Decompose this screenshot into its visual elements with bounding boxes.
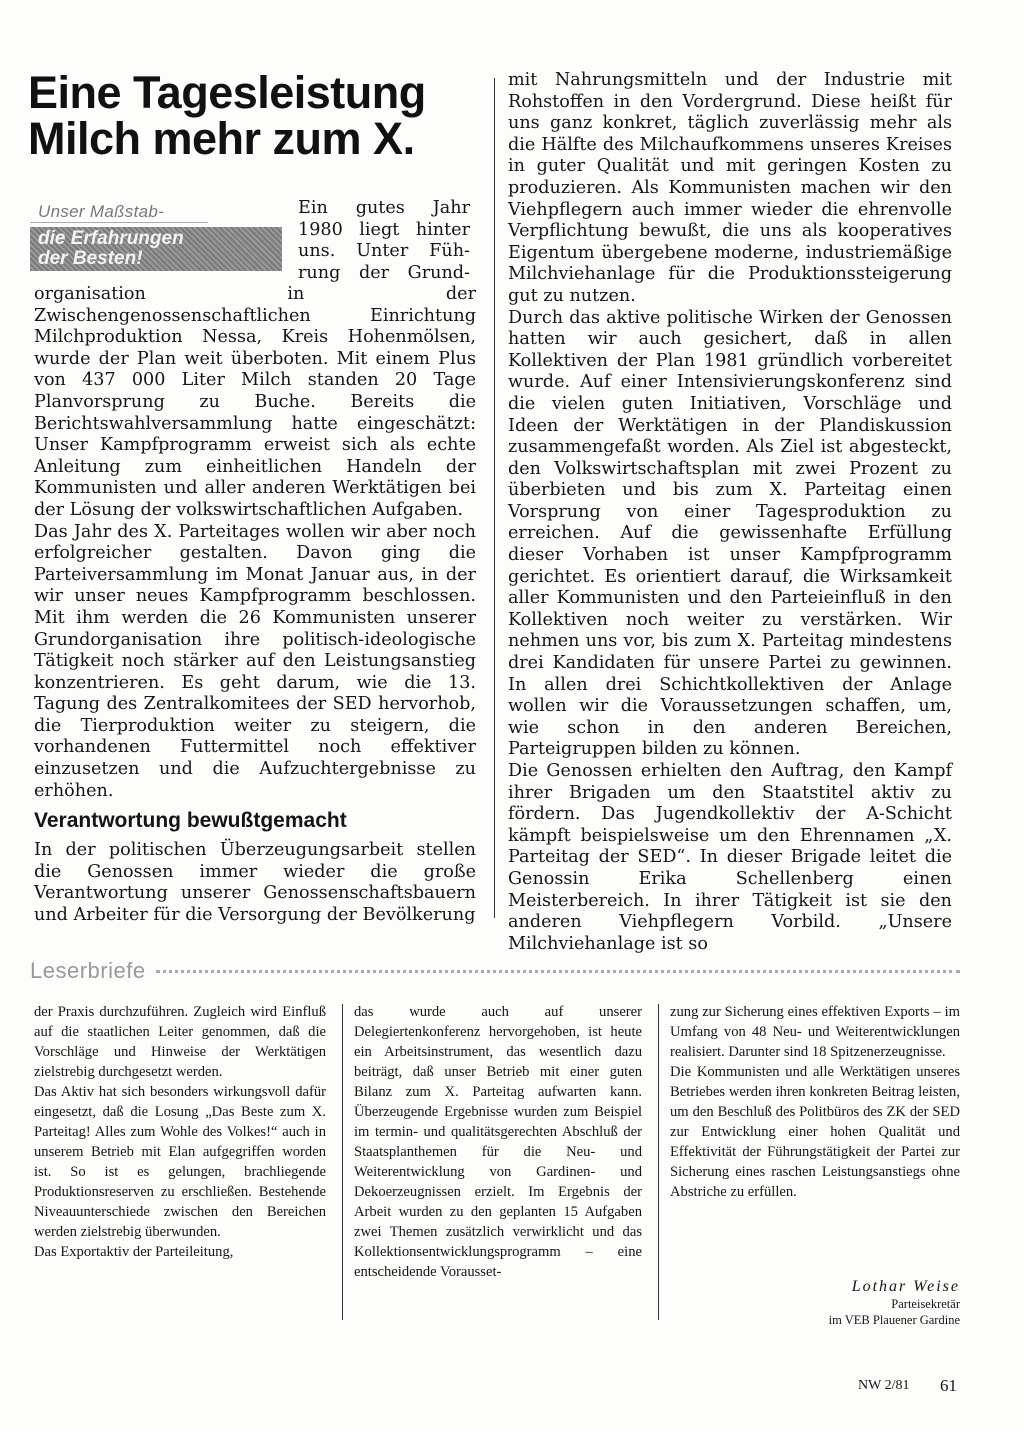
signature-name: Lothar Weise [851, 1278, 960, 1295]
letters-divider-2 [658, 1004, 659, 1320]
signature-role-2: im VEB Plauener Gardine [828, 1313, 960, 1327]
article-paragraph: In der politischen Überzeugungsarbeit stellen die Genossen immer wieder die große Verantwortung unserer Genossenschaftsbauern und Arbeiter für die Versorgung der Bevölkerung [34, 840, 476, 925]
headline-line-2: Milch mehr zum X. [28, 113, 415, 164]
letter-paragraph: das wurde auch auf unserer Delegiertenkonferenz hervorgehoben, ist heute ein Arbeitsinstrument, das wesentlich dazu beiträgt, daß unser Betrieb mit einer guten Bilanz zum X. Parteitag aufwarten kann. Überzeugende Ergebnisse wurden zum Beispiel im termin- und qualitätsgerechten Abschluß der Staatsplanthemen für die Neu- und Weiterentwicklung von Gardinen- und Dekoerzeugnissen erzielt. Im Ergebnis der Arbeit wurden zu den geplanten 15 Aufgaben zwei Themen zusätzlich verwirklicht und das Kollektionsentwicklungsprogramm – eine entscheidende Vorausset- [354, 1004, 642, 1280]
letter-paragraph: Die Kommunisten und alle Werktätigen unseres Betriebes werden ihren konkreten Beitrag leisten, um den Beschluß des Politbüros des ZK der SED zur Entwicklung einer hohen Qualität und Effektivität der Führungstätigkeit der Partei zur Sicherung eines raschen Leistungsanstiegs ohne Abstriche zu erfüllen. [670, 1064, 960, 1200]
stamp-bar [30, 227, 282, 271]
intro-line-2: 1980 liegt hinter [298, 219, 470, 240]
stamp-bar-line-1: die Erfahrungen [38, 228, 184, 249]
column-divider [494, 78, 495, 918]
intro-line-4: rung der Grund- [298, 262, 470, 283]
letters-column-2 [354, 1002, 642, 1282]
article-column-2 [508, 70, 952, 955]
intro-line-1: Ein gutes Jahr [298, 198, 470, 218]
stamp-top-text: Unser Maßstab- [30, 202, 208, 223]
letters-heading: Leserbriefe [30, 958, 146, 983]
article-paragraph: organisation in der Zwischengenossenschaftlichen Einrichtung Milchproduktion Nessa, Kreis Hohenmölsen, wurde der Plan weit überboten. Mit einem Plus von 437 000 Liter Milch standen 20 Tage Planvorsprung zu Buche. Bereits die Berichtswahlversammlung hatte eingeschätzt: Unser Kampfprogramm erweist sich als echte Anleitung zum einheitlichen Handeln der Kommunisten und aller anderen Werktätigen bei der Lösung der volkswirtschaftlichen Aufgaben. [34, 284, 476, 520]
article-paragraph: Das Jahr des X. Parteitages wollen wir aber noch erfolgreicher gestalten. Davon ging die Parteiversammlung im Monat Januar aus, in der wir unser neues Kampfprogramm beschlossen. Mit ihm werden die 26 Kommunisten unserer Grundorganisation ihre politisch-ideologische Tätigkeit noch stärker auf den Leistungsanstieg konzentrieren. Es geht darum, wie die 13. Tagung des Zentralkomitees der SED hervorhob, die Tierproduktion weiter zu steigern, die vorhandenen Futtermittel noch effektiver einzusetzen und die Aufzuchtergebnisse zu erhöhen. [34, 521, 476, 801]
letter-paragraph: zung zur Sicherung eines effektiven Exports – im Umfang von 48 Neu- und Weiterentwicklungen realisiert. Darunter sind 18 Spitzenerzeugnisse. [670, 1004, 960, 1060]
letters-column-1 [34, 1002, 326, 1262]
signature-role-1: Parteisekretär [891, 1297, 960, 1311]
dotted-rule [156, 970, 960, 973]
letters-section-header [30, 956, 960, 986]
article-column-1-continued [34, 840, 476, 926]
page-number: 61 [940, 1376, 957, 1395]
headline-line-1: Eine Tagesleistung [28, 67, 426, 118]
letter-signature [670, 1278, 960, 1328]
letter-paragraph: Das Exportaktiv der Parteileitung, [34, 1244, 234, 1260]
intro-beside-stamp [298, 198, 470, 284]
letter-paragraph: der Praxis durchzuführen. Zugleich wird Einfluß auf die staatlichen Leiter genommen, daß die Vorschläge und Hinweise der Werktätigen zielstrebig durchgesetzt werden. [34, 1004, 326, 1080]
intro-line-3: uns. Unter Füh- [298, 241, 470, 262]
article-paragraph: Die Genossen erhielten den Auftrag, den Kampf ihrer Brigaden um den Staatstitel aktiv zu fördern. Das Jugendkollektiv der A-Schicht kämpft beispielsweise um den Ehrennamen „X. Parteitag der SED“. In dieser Brigade leitet die Genossin Erika Schellenberg einen Meisterbereich. In ihrer Tätigkeit ist sie den anderen Viehpflegern Vorbild. „Unsere Milchviehanlage ist so [508, 761, 952, 954]
issue-number: NW 2/81 [858, 1378, 910, 1393]
slogan-stamp [30, 202, 282, 270]
letter-paragraph: Das Aktiv hat sich besonders wirkungsvoll dafür eingesetzt, daß die Losung „Das Beste zum X. Parteitag! Alles zum Wohle des Volkes!“ auch in unserem Betrieb mit Elan aufgegriffen worden ist. So ist es gelungen, brachliegende Produktionsreserven zu erschließen. Bestehende Niveauunterschiede zwischen den Bereichen werden zielstrebig überwunden. [34, 1084, 326, 1240]
article-subheading: Verantwortung bewußtgemacht [34, 809, 347, 832]
headline [28, 67, 468, 164]
article-column-1 [34, 284, 476, 802]
letters-column-3 [670, 1002, 960, 1202]
letters-divider-1 [342, 1004, 343, 1320]
stamp-bar-line-2: der Besten! [38, 248, 143, 269]
article-paragraph: Durch das aktive politische Wirken der Genossen hatten wir auch gesichert, daß in allen Kollektiven der Plan 1981 gründlich vorbereitet wurde. Auf einer Intensivierungskonferenz sind die vielen guten Initiativen, Vorschläge und Ideen der Werktätigen in der Plandiskussion zusammengefaßt worden. Als Ziel ist abgesteckt, den Volkswirtschaftsplan mit zwei Prozent zu überbieten und bis zum X. Parteitag einen Vorsprung von einer Tagesproduktion zu erreichen. Auf die gewissenhafte Erfüllung dieser Vorhaben ist unser Kampfprogramm gerichtet. Es orientiert darauf, die Wirksamkeit aller Kommunisten und den Parteieinfluß in den Kollektiven noch weiter zu verstärken. Wir nehmen uns vor, bis zum X. Parteitag mindestens drei Kandidaten für unsere Partei zu gewinnen. In allen drei Schichtkollektiven der Anlage wollen wir die Voraussetzungen schaffen, um, wie schon in den anderen Bereichen, Parteigruppen bilden zu können. [508, 307, 952, 760]
article-paragraph: mit Nahrungsmitteln und der Industrie mit Rohstoffen in den Vordergrund. Diese heißt für uns ganz konkret, täglich zuverlässig mehr als die Hälfte des Milchaufkommens unseres Kreises in guter Qualität und mit geringen Kosten zu produzieren. Als Kommunisten machen wir den Viehpflegern auch immer wieder die ehrenvolle Verpflichtung bewußt, die uns als kooperatives Eigentum übergebene moderne, industriemäßige Milchviehanlage für die Produktionssteigerung gut zu nutzen. [508, 70, 952, 306]
